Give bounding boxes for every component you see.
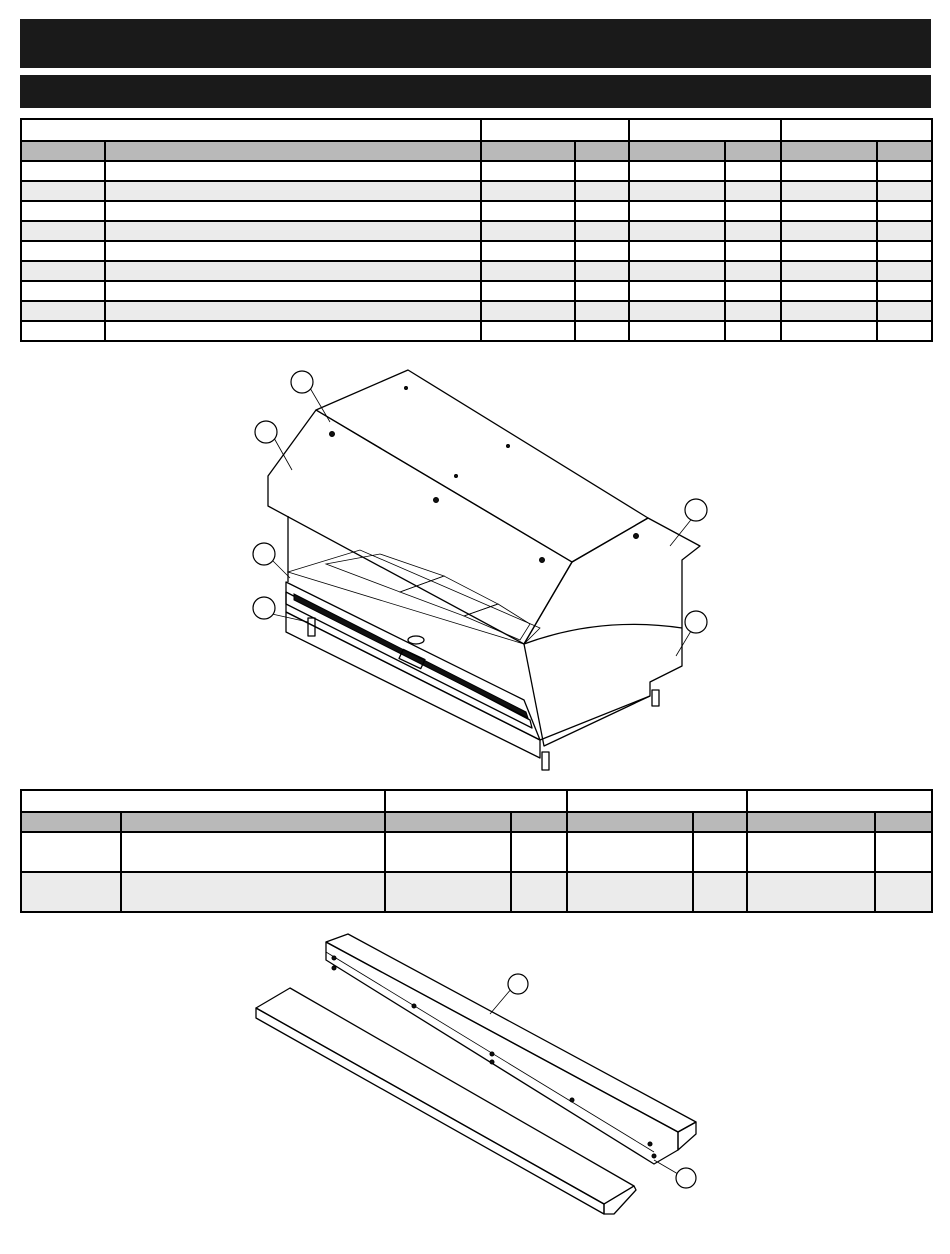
table-row (21, 832, 932, 872)
table-cell (575, 281, 629, 301)
callout-circle (685, 611, 707, 633)
column-header (511, 812, 567, 832)
table-cell (877, 181, 932, 201)
table-cell (481, 281, 575, 301)
parts-table-1 (20, 118, 933, 342)
column-header (567, 812, 693, 832)
table-cell (781, 261, 877, 281)
column-header (105, 141, 481, 161)
table-cell (629, 201, 725, 221)
table-cell (877, 261, 932, 281)
column-header (725, 141, 781, 161)
parts-table-2 (20, 789, 933, 913)
column-header (575, 141, 629, 161)
table-cell (877, 321, 932, 341)
table-cell (21, 872, 121, 912)
table-cell (481, 161, 575, 181)
group-header-row (21, 119, 932, 141)
table-cell (575, 321, 629, 341)
table-row (21, 181, 932, 201)
table-cell (693, 872, 747, 912)
table-cell (725, 261, 781, 281)
table-cell (575, 201, 629, 221)
group-header (21, 790, 385, 812)
table-cell (575, 241, 629, 261)
callout-circle (685, 499, 707, 521)
table-cell (875, 832, 932, 872)
table-cell (481, 321, 575, 341)
table-cell (747, 832, 875, 872)
table-cell (575, 181, 629, 201)
table-row (21, 161, 932, 181)
table-row (21, 261, 932, 281)
table-cell (629, 261, 725, 281)
table-cell (481, 221, 575, 241)
column-header (385, 812, 511, 832)
table-cell (21, 161, 105, 181)
table-cell (781, 281, 877, 301)
table-cell (781, 221, 877, 241)
table-cell (105, 241, 481, 261)
table-cell (21, 281, 105, 301)
column-header-row (21, 141, 932, 161)
table-cell (21, 221, 105, 241)
table-cell (575, 261, 629, 281)
table-cell (725, 201, 781, 221)
table-cell (481, 201, 575, 221)
table-cell (121, 832, 385, 872)
table-cell (21, 181, 105, 201)
table-cell (725, 161, 781, 181)
table-cell (105, 301, 481, 321)
table-cell (21, 241, 105, 261)
table-cell (877, 301, 932, 321)
table-cell (877, 201, 932, 221)
table-cell (781, 241, 877, 261)
table-cell (629, 161, 725, 181)
column-header (693, 812, 747, 832)
table-cell (575, 161, 629, 181)
callout-circle (676, 1168, 696, 1188)
table-cell (725, 281, 781, 301)
callout-circle (253, 543, 275, 565)
table-cell (629, 221, 725, 241)
column-header (877, 141, 932, 161)
callout-circle (291, 371, 313, 393)
column-header (121, 812, 385, 832)
table-cell (21, 261, 105, 281)
column-header-row (21, 812, 932, 832)
group-header (747, 790, 932, 812)
table-cell (105, 161, 481, 181)
table-cell (877, 161, 932, 181)
table-cell (725, 321, 781, 341)
group-header (481, 119, 629, 141)
table-cell (105, 181, 481, 201)
table-cell (21, 301, 105, 321)
table-cell (781, 161, 877, 181)
table-cell (105, 321, 481, 341)
table-cell (511, 872, 567, 912)
table-cell (575, 301, 629, 321)
table-cell (725, 221, 781, 241)
table-cell (105, 281, 481, 301)
table-cell (725, 241, 781, 261)
group-header (781, 119, 932, 141)
column-header (629, 141, 725, 161)
table-cell (105, 221, 481, 241)
table-cell (21, 201, 105, 221)
table-cell (567, 872, 693, 912)
table-cell (21, 321, 105, 341)
table-cell (105, 261, 481, 281)
group-header (629, 119, 781, 141)
table-cell (629, 181, 725, 201)
table-cell (567, 832, 693, 872)
table-cell (385, 832, 511, 872)
callout-circle (508, 974, 528, 994)
table-cell (781, 201, 877, 221)
group-header (385, 790, 567, 812)
table-cell (781, 321, 877, 341)
table-cell (877, 221, 932, 241)
table-row (21, 872, 932, 912)
table-cell (725, 181, 781, 201)
subtitle-bar (20, 75, 931, 108)
table-cell (21, 832, 121, 872)
group-header-row (21, 790, 932, 812)
callout-circle (255, 421, 277, 443)
column-header (21, 812, 121, 832)
group-header (567, 790, 747, 812)
column-header (781, 141, 877, 161)
table-cell (575, 221, 629, 241)
table-row (21, 301, 932, 321)
table-cell (781, 181, 877, 201)
table-cell (481, 181, 575, 201)
title-bar (20, 19, 931, 68)
table-cell (725, 301, 781, 321)
table-cell (629, 321, 725, 341)
table-cell (629, 241, 725, 261)
callout-circle (253, 597, 275, 619)
table-cell (747, 872, 875, 912)
shelf-parts-drawing (250, 928, 710, 1228)
table-cell (481, 241, 575, 261)
table-row (21, 321, 932, 341)
table-cell (875, 872, 932, 912)
table-cell (877, 281, 932, 301)
column-header (747, 812, 875, 832)
table-row (21, 221, 932, 241)
table-row (21, 281, 932, 301)
group-header (21, 119, 481, 141)
table-cell (693, 832, 747, 872)
table-cell (781, 301, 877, 321)
table-cell (481, 301, 575, 321)
table-cell (481, 261, 575, 281)
table-cell (105, 201, 481, 221)
table-row (21, 201, 932, 221)
table-row (21, 241, 932, 261)
column-header (875, 812, 932, 832)
table-cell (121, 872, 385, 912)
table-cell (511, 832, 567, 872)
column-header (481, 141, 575, 161)
column-header (21, 141, 105, 161)
table-cell (629, 281, 725, 301)
display-case-drawing (230, 366, 720, 772)
table-cell (877, 241, 932, 261)
table-cell (385, 872, 511, 912)
table-cell (629, 301, 725, 321)
